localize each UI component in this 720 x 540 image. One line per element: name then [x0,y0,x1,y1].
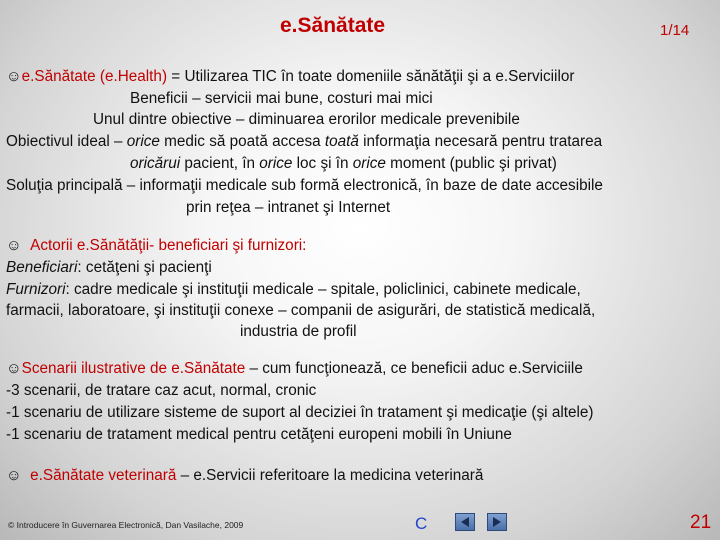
veterinary-heading: e.Sănătate veterinară [30,467,177,484]
ehealth-definition: = Utilizarea TIC în toate domeniile sănătăţii şi a e.Serviciilor [167,68,575,85]
italic-word: toată [324,133,359,150]
scenarios-text: – cum funcţionează, ce beneficii aduc e.Serviciile [245,360,583,377]
smiley-bullet-icon: ☺ [6,237,22,254]
providers-text: : cadre medicale şi instituţii medicale – spitale, policlinici, cabinete medicale, [65,281,581,298]
bullet-2-line-2 [6,258,212,278]
c-link[interactable]: C [415,514,428,533]
italic-word: orice [259,155,293,172]
smiley-bullet-icon: ☺ [6,68,22,85]
providers-label: Furnizori [6,281,66,298]
bullet-1-line-4 [6,132,602,152]
text-segment: pacient, în [180,155,260,172]
bullet-1-line-2: Beneficii – servicii mai bune, costuri mai mici [130,90,433,107]
text-segment: moment (public şi privat) [385,155,557,172]
bullet-4-line-1 [6,466,483,486]
smiley-bullet-icon: ☺ [6,467,22,484]
veterinary-text: – e.Servicii referitoare la medicina veterinară [176,467,484,484]
beneficiaries-text: : cetăţeni şi pacienţi [77,259,212,276]
bullet-1-line-5 [130,154,557,174]
prev-slide-button[interactable] [455,513,475,531]
page-indicator: 1/14 [660,22,690,39]
beneficiaries-label: Beneficiari [6,259,78,276]
bullet-2-line-1 [6,236,306,256]
text-segment: medic să poată accesa [159,133,325,150]
triangle-left-icon [456,514,474,530]
slide-number: 21 [690,512,712,533]
bullet-2-line-5: industria de profil [240,323,357,340]
footer-credit: © Introducere în Guvernarea Electronică, Dan Vasilache, 2009 [8,520,244,530]
italic-word: orice [352,155,386,172]
bullet-3-line-4: -1 scenariu de tratament medical pentru cetăţeni europeni mobili în Uniune [6,426,512,443]
text-segment: Obiectivul ideal – [6,133,127,150]
text-segment: loc şi în [292,155,353,172]
next-slide-button[interactable] [487,513,507,531]
italic-word: oricărui [130,155,181,172]
text-segment: informaţia necesară pentru tratarea [358,133,603,150]
triangle-right-icon [488,514,506,530]
bullet-1-line-7: prin reţea – intranet şi Internet [186,199,391,216]
bullet-2-line-4: farmacii, laboratoare, şi instituţii conexe – companii de asigurări, de statistică medicală, [6,302,596,319]
actors-heading: Actorii e.Sănătăţii- beneficiari şi furnizori: [30,237,307,254]
italic-word: orice [126,133,160,150]
bullet-1-line-1 [6,67,574,87]
slide-title: e.Sănătate [280,14,386,37]
scenarios-heading: Scenarii ilustrative de e.Sănătate [21,360,246,377]
smiley-bullet-icon: ☺ [6,360,22,377]
bullet-3-line-1 [6,359,583,379]
ehealth-term: e.Sănătate (e.Health) [21,68,168,85]
bullet-1-line-3: Unul dintre obiective – diminuarea erorilor medicale prevenibile [93,111,520,128]
bullet-3-line-3: -1 scenariu de utilizare sisteme de suport al deciziei în tratament şi medicaţie (şi altele) [6,404,594,421]
bullet-1-line-6: Soluţia principală – informaţii medicale sub formă electronică, în baze de date accesibile [6,177,603,194]
bullet-3-line-2: -3 scenarii, de tratare caz acut, normal, cronic [6,382,317,399]
bullet-2-line-3 [6,280,581,300]
